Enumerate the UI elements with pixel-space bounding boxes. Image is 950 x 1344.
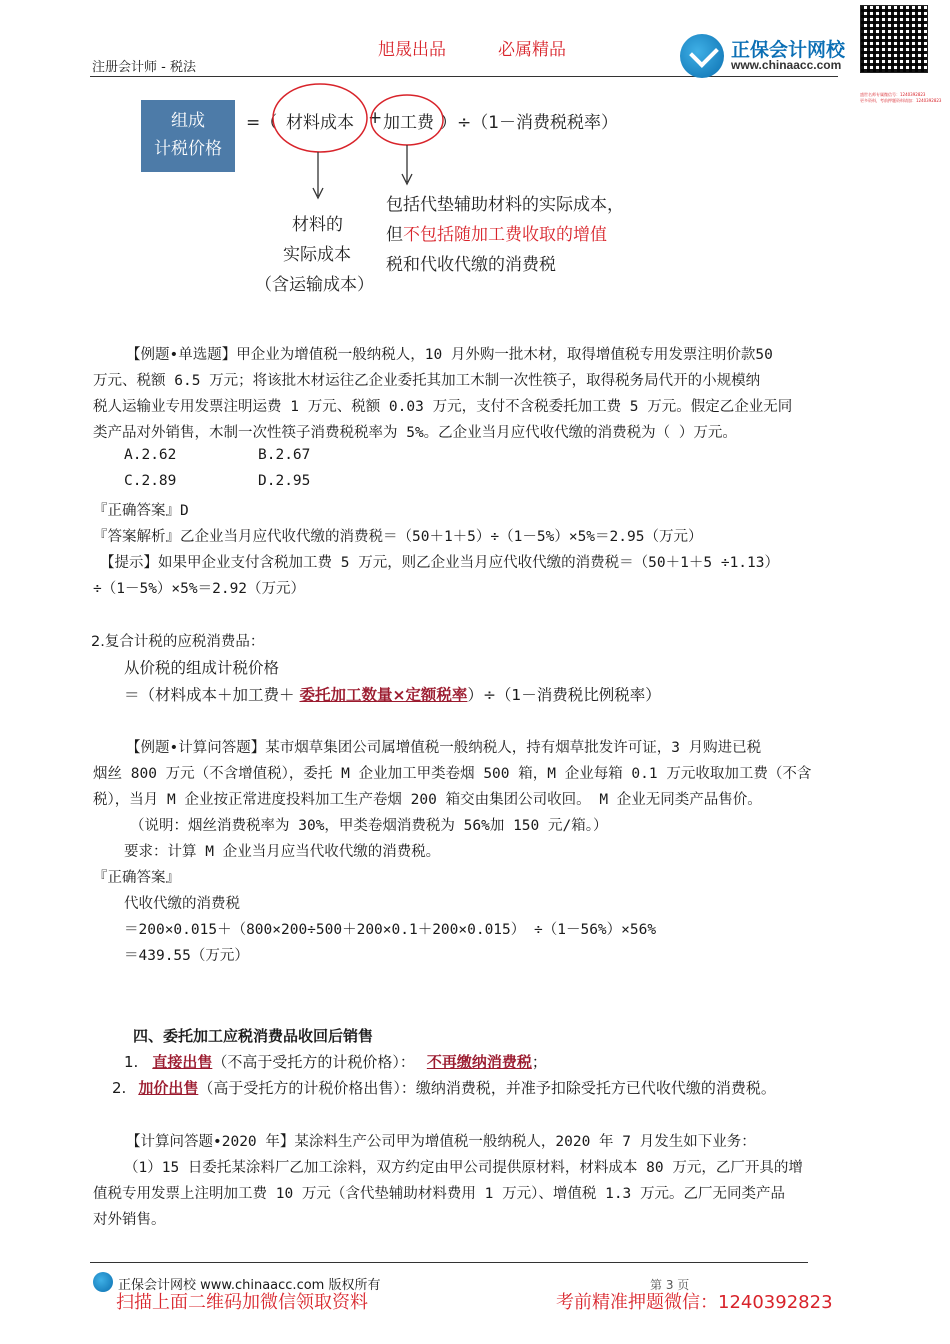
note-right-2b: 不包括随加工费收取的增值 [403, 225, 607, 245]
formula-plus: + [368, 108, 383, 128]
example1-line-4: 类产品对外销售，木制一次性筷子消费税税率为 5%。乙企业当月应代收代缴的消费税为（ ）万元。 [93, 425, 737, 441]
compound-highlight: 委托加工数量×定额税率 [299, 686, 468, 704]
formula-box-line-1: 组成 [171, 111, 205, 131]
item-1-result: 不再缴纳消费税 [426, 1053, 532, 1071]
note-right-3: 税和代收代缴的消费税 [386, 255, 556, 275]
note-right-1: 包括代垫辅助材料的实际成本， [386, 195, 624, 215]
material-cost-circle [273, 84, 367, 152]
header-slogan-1: 旭晟出品 [378, 40, 446, 60]
example1-analysis: 『答案解析』乙企业当月应代收代缴的消费税＝（50＋1＋5）÷（1－5%）×5%＝2.95（万元） [93, 529, 703, 545]
example2-line-3: 税），当月 M 企业按正常进度投料加工生产卷烟 200 箱交由集团公司收回。 M 企业无同类产品售价。 [93, 792, 762, 808]
note-right-2a: 但 [386, 225, 403, 245]
example1-tip-2: ÷（1－5%）×5%＝2.92（万元） [93, 581, 306, 597]
footer-divider [90, 1262, 808, 1263]
example1-tip-1: 【提示】如果甲企业支付含税加工费 5 万元，则乙企业当月应代收代缴的消费税＝（50＋1＋5 ÷1.13） [100, 555, 779, 571]
example1-line-1: 【例题•单选题】甲企业为增值税一般纳税人，10 月外购一批木材，取得增值税专用发票注明价款50 [126, 347, 773, 363]
option-d: D.2.95 [258, 473, 311, 489]
example3-line-1: 【计算问答题•2020 年】某涂料生产公司甲为增值税一般纳税人，2020 年 7 月发生如下业务： [126, 1134, 756, 1150]
item-2-key: 加价出售 [138, 1079, 199, 1097]
section4-item-2 [112, 1077, 776, 1098]
footer-promo-left: 扫描上面二维码加微信领取资料 [116, 1292, 368, 1313]
header-slogan-2: 必属精品 [498, 40, 566, 60]
example2-answer: 『正确答案』 [93, 870, 180, 886]
item-1-end: ； [531, 1053, 547, 1071]
section4-item-1 [124, 1051, 547, 1072]
processing-fee-circle [371, 95, 443, 145]
item-1-num: 1. [124, 1053, 139, 1071]
example2-line-5: 要求：计算 M 企业当月应当代收代缴的消费税。 [124, 844, 441, 860]
compound-line-1: 从价税的组成计税价格 [124, 659, 280, 677]
formula-processing-fee: 加工费 [383, 113, 434, 133]
footer-promo-right: 考前精准押题微信：1240392823 [556, 1292, 833, 1313]
example2-calc-2: ＝200×0.015＋（800×200÷500＋200×0.1＋200×0.015） ÷（1－56%）×56% [124, 922, 657, 938]
formula-equals: =（ [246, 113, 278, 133]
logo-name: 正保会计网校 [731, 39, 846, 61]
item-1-mid: （不高于受托方的计税价格）： [212, 1053, 415, 1071]
option-a: A.2.62 [124, 447, 177, 463]
item-1-key: 直接出售 [152, 1053, 213, 1071]
footer-site: 正保会计网校 www.chinaacc.com 版权所有 [118, 1278, 381, 1293]
note-right-2 [386, 220, 607, 245]
example3-line-2: （1）15 日委托某涂料厂乙加工涂料，双方约定由甲公司提供原材料，材料成本 80 万元，乙厂开具的增 [124, 1160, 803, 1176]
example3-line-4: 对外销售。 [93, 1212, 166, 1228]
option-c: C.2.89 [124, 473, 177, 489]
footer-logo-icon [93, 1272, 113, 1292]
example2-line-4: （说明：烟丝消费税率为 30%，甲类卷烟消费税为 56%加 150 元/箱。） [130, 818, 608, 834]
compound-line-2c: ）÷（1－消费税比例税率） [467, 686, 661, 704]
item-2-num: 2. [112, 1079, 127, 1097]
qr-note-2: 更多资料，考前押题资料请加：1240392823 [860, 98, 942, 103]
formula-rest: ）÷（1－消费税税率） [440, 113, 619, 133]
example2-line-1: 【例题•计算问答题】某市烟草集团公司属增值税一般纳税人，持有烟草批发许可证，3 月购进已税 [126, 740, 762, 756]
compound-line-2a: ＝（材料成本＋加工费＋ [124, 686, 300, 704]
example3-line-3: 值税专用发票上注明加工费 10 万元（含代垫辅助材料费用 1 万元）、增值税 1.3 万元。乙厂无同类产品 [93, 1186, 786, 1202]
note-left-2: 实际成本 [283, 245, 351, 265]
note-left-1: 材料的 [292, 215, 343, 235]
example2-calc-1: 代收代缴的消费税 [124, 896, 240, 912]
example2-calc-3: ＝439.55（万元） [124, 948, 249, 964]
formula-box-line-2: 计税价格 [154, 139, 222, 159]
section4-title: 四、委托加工应税消费品收回后销售 [133, 1027, 374, 1045]
note-left-3: （含运输成本） [255, 275, 374, 295]
compound-line-2 [124, 683, 661, 705]
option-b: B.2.67 [258, 447, 311, 463]
page-number: 第 3 页 [650, 1278, 690, 1292]
item-2-rest: （高于受托方的计税价格出售）：缴纳消费税，并准予扣除受托方已代收代缴的消费税。 [198, 1079, 776, 1097]
example1-answer: 『正确答案』D [93, 503, 189, 519]
example1-line-2: 万元、税额 6.5 万元；将该批木材运往乙企业委托其加工木制一次性筷子，取得税务局代开的小规模纳 [93, 373, 761, 389]
example1-line-3: 税人运输业专用发票注明运费 1 万元、税额 0.03 万元，支付不含税委托加工费 5 万元。假定乙企业无同 [93, 399, 793, 415]
qr-note-1: 盛世名师专属微信号：1240392823 [860, 92, 926, 97]
compound-heading: 2.复合计税的应税消费品： [91, 634, 265, 650]
formula-material-cost: 材料成本 [286, 113, 354, 133]
header-subject: 注册会计师 - 税法 [92, 60, 196, 75]
logo-url: www.chinaacc.com [731, 58, 842, 72]
example2-line-2: 烟丝 800 万元（不含增值税），委托 M 企业加工甲类卷烟 500 箱，M 企业每箱 0.1 万元收取加工费（不含 [93, 766, 812, 782]
